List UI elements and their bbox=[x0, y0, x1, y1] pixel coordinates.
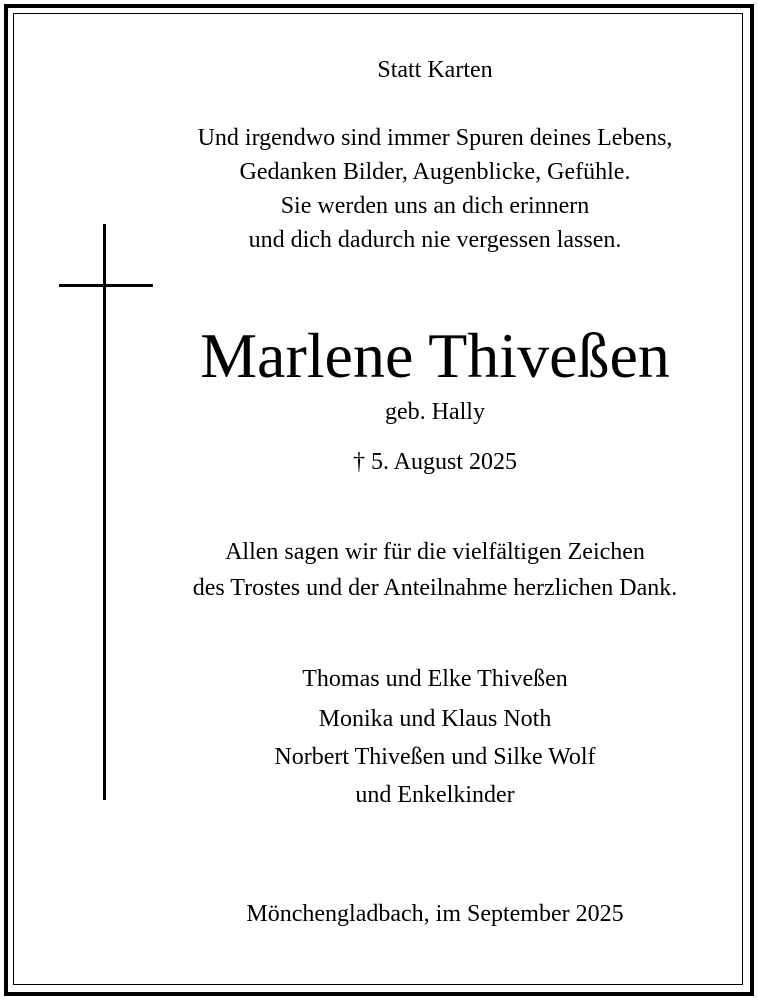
mourner-2: Monika und Klaus Noth bbox=[318, 706, 552, 732]
poem-line-2: Gedanken Bilder, Augenblicke, Gefühle. bbox=[239, 159, 631, 185]
mourner-1: Thomas und Elke Thiveßen bbox=[302, 666, 568, 692]
cross-icon-bar bbox=[59, 284, 153, 287]
poem-line-3: Sie werden uns an dich erinnern bbox=[280, 193, 590, 219]
header-text: Statt Karten bbox=[377, 57, 493, 83]
deceased-name: Marlene Thiveßen bbox=[200, 320, 670, 391]
poem-line-4: und dich dadurch nie vergessen lassen. bbox=[248, 227, 622, 253]
birth-name: geb. Hally bbox=[385, 399, 485, 425]
death-date: † 5. August 2025 bbox=[352, 449, 517, 475]
cross-icon bbox=[103, 224, 106, 800]
thanks-line-2: des Trostes und der Anteilnahme herzlichen Dank. bbox=[192, 575, 678, 601]
thanks-line-1: Allen sagen wir für die vielfältigen Zeichen bbox=[225, 539, 645, 565]
mourner-4: und Enkelkinder bbox=[355, 782, 515, 808]
mourner-3: Norbert Thiveßen und Silke Wolf bbox=[274, 744, 596, 770]
poem-line-1: Und irgendwo sind immer Spuren deines Lebens, bbox=[197, 125, 673, 151]
place-date: Mönchengladbach, im September 2025 bbox=[246, 901, 624, 927]
